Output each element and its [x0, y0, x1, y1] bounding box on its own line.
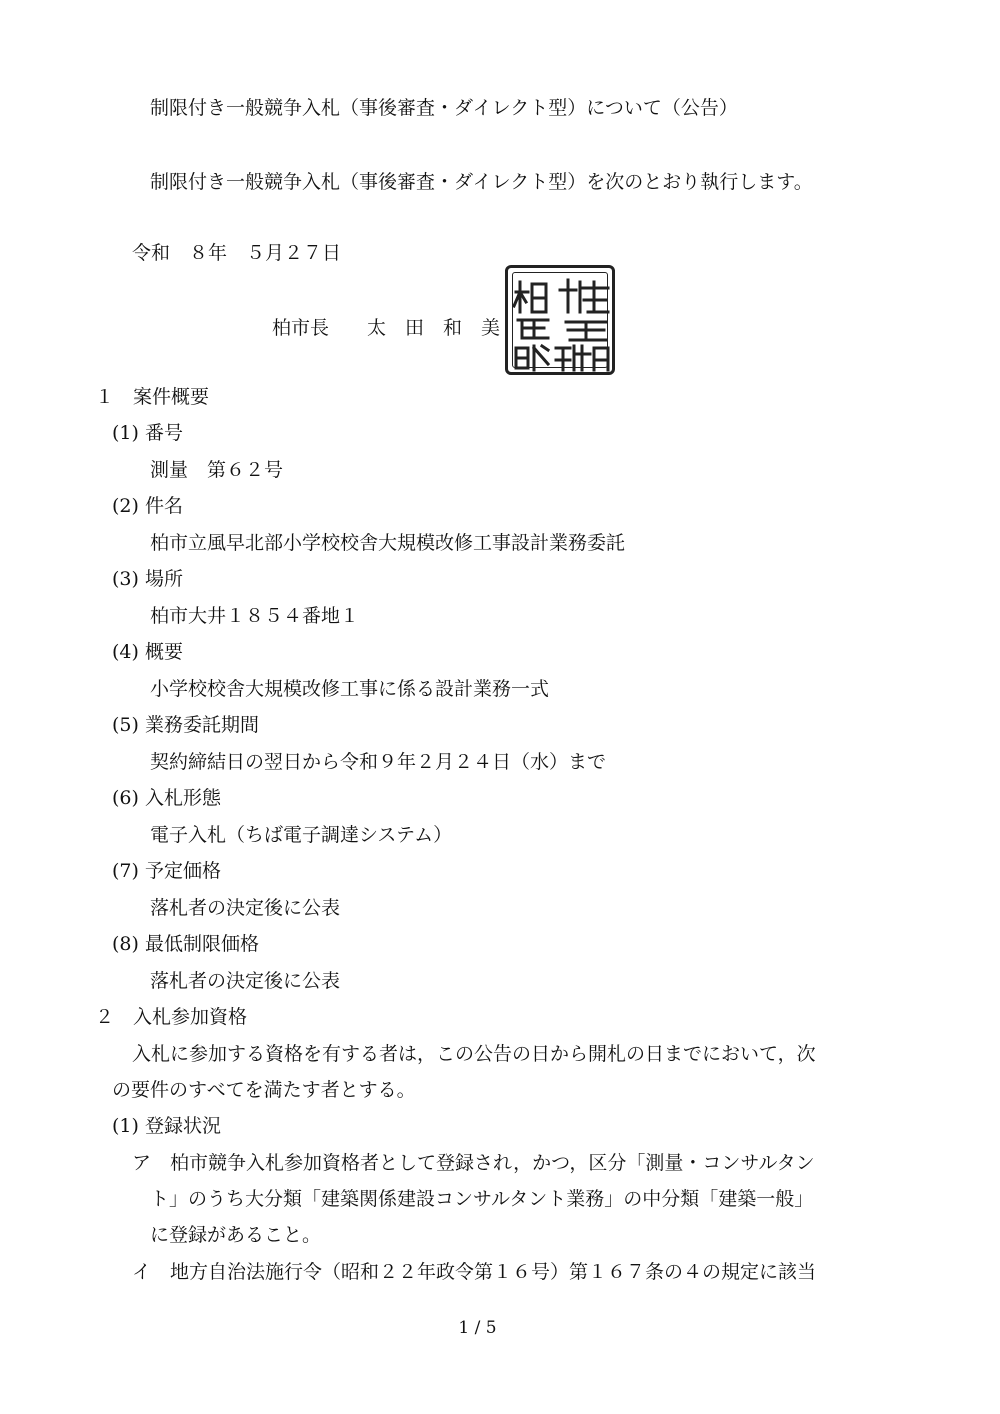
item-number-value: 測量 第６２号	[150, 459, 284, 481]
lead-sentence: 制限付き一般競争入札（事後審査・ダイレクト型）を次のとおり執行します。	[150, 171, 813, 193]
item-summary-value: 小学校校舎大規模改修工事に係る設計業務一式	[150, 678, 550, 700]
item-bid-form-label: (6) 入札形態	[112, 787, 221, 809]
item-minimum-price-label: (8) 最低制限価格	[112, 933, 259, 955]
item-period-label: (5) 業務委託期間	[112, 714, 259, 736]
official-seal-stamp	[505, 265, 615, 375]
item-bid-form-value: 電子入札（ちば電子調達システム）	[150, 824, 453, 846]
issue-date: 令和 ８年 ５月２７日	[132, 242, 342, 264]
requirement-a-line1: ア 柏市競争入札参加資格者として登録され，かつ，区分「測量・コンサルタン	[132, 1152, 815, 1174]
section2-intro-line1: 入札に参加する資格を有する者は，この公告の日から開札の日までにおいて，次	[132, 1043, 816, 1065]
section2-intro-line2: の要件のすべてを満たす者とする。	[112, 1079, 416, 1101]
section1-heading: １ 案件概要	[95, 386, 210, 408]
item-minimum-price-value: 落札者の決定後に公表	[150, 970, 341, 992]
item-name-label: (2) 件名	[112, 495, 183, 517]
item-period-value: 契約締結日の翌日から令和９年２月２４日（水）まで	[150, 751, 607, 773]
registration-status-label: (1) 登録状況	[112, 1115, 221, 1137]
item-name-value: 柏市立風早北部小学校校舎大規模改修工事設計業務委託	[150, 532, 626, 554]
requirement-a-line2: ト」のうち大分類「建築関係建設コンサルタント業務」の中分類「建築一般」	[150, 1188, 814, 1210]
item-summary-label: (4) 概要	[112, 641, 183, 663]
item-location-label: (3) 場所	[112, 568, 183, 590]
item-planned-price-label: (7) 予定価格	[112, 860, 221, 882]
requirement-a-line3: に登録があること。	[150, 1224, 322, 1246]
item-planned-price-value: 落札者の決定後に公表	[150, 897, 341, 919]
requirement-i-line1: イ 地方自治法施行令（昭和２２年政令第１６号）第１６７条の４の規定に該当	[132, 1261, 817, 1283]
seal-glyphs-icon	[508, 268, 618, 378]
section2-heading: ２ 入札参加資格	[95, 1006, 248, 1028]
item-location-value: 柏市大井１８５４番地１	[150, 605, 360, 627]
page-number: 1 / 5	[458, 1318, 497, 1338]
issuer-name: 柏市長 太 田 和 美	[272, 317, 501, 339]
item-number-label: (1) 番号	[112, 422, 183, 444]
document-title: 制限付き一般競争入札（事後審査・ダイレクト型）について（公告）	[150, 97, 738, 119]
